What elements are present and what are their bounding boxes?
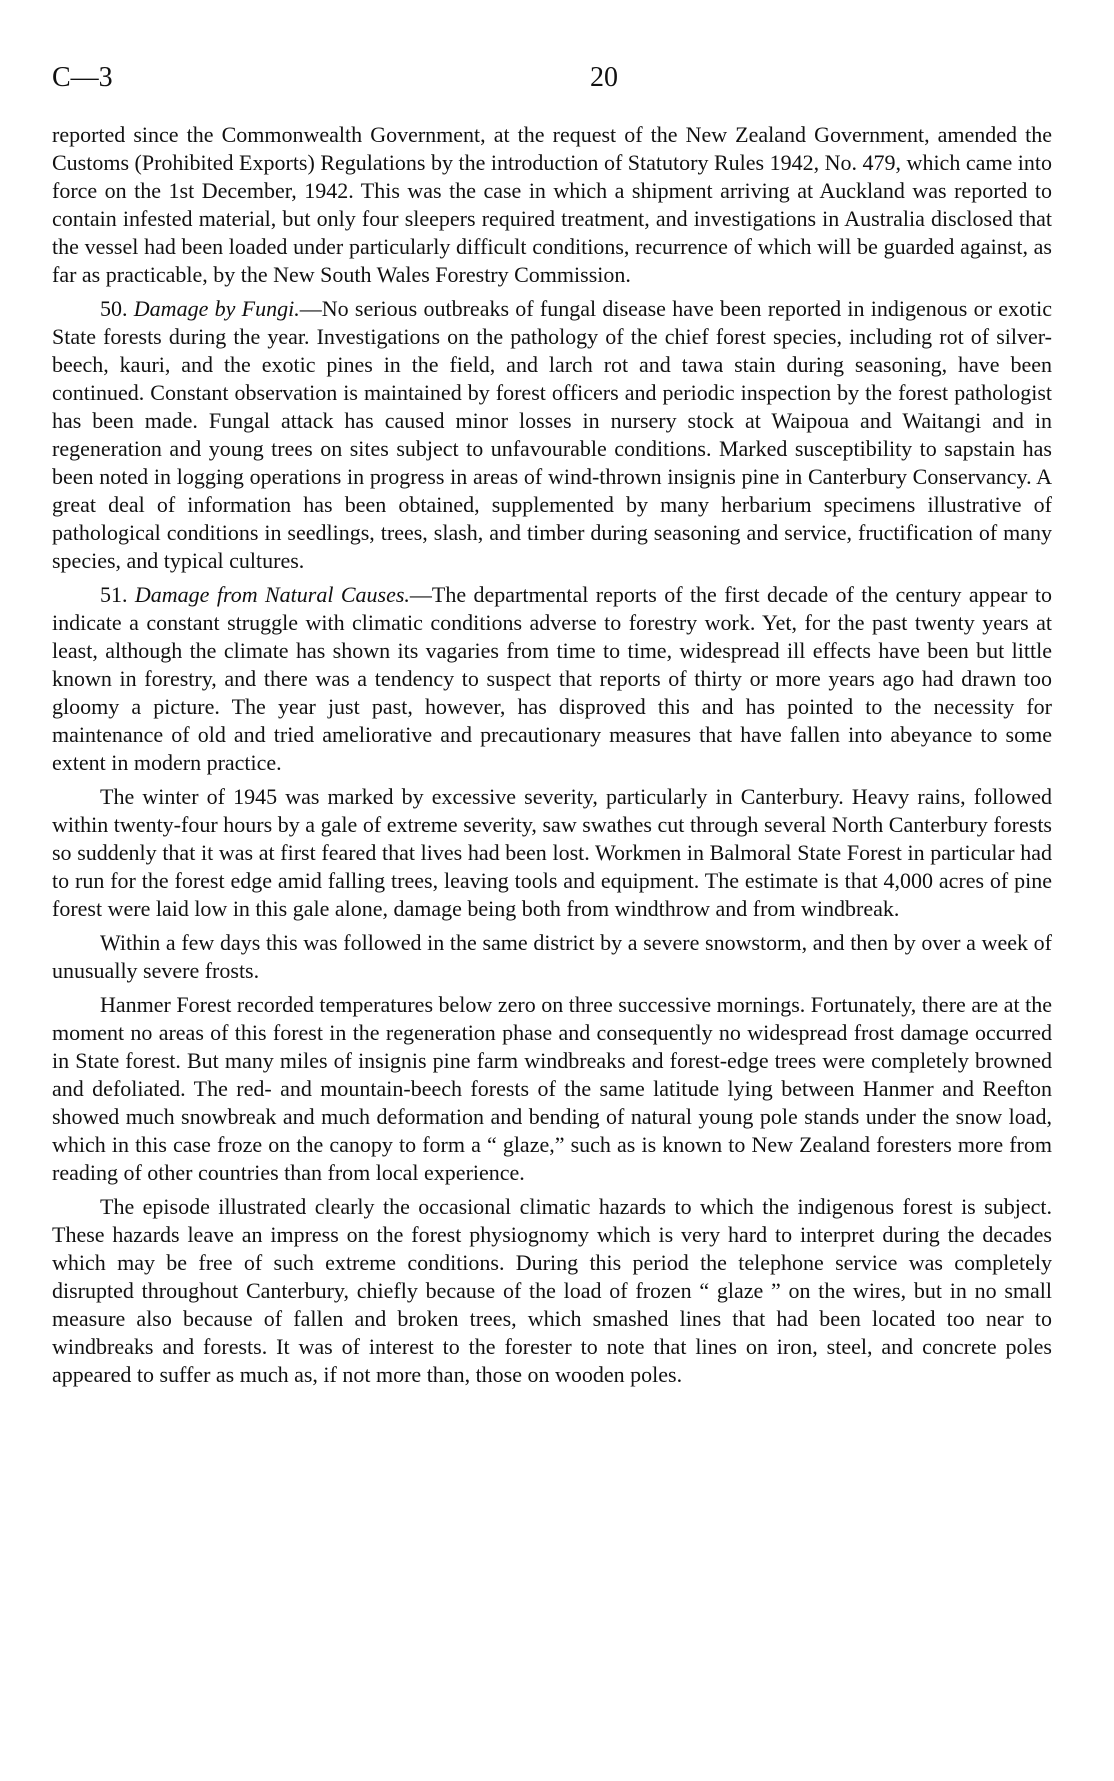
- section-number: 50.: [100, 296, 128, 321]
- paragraph: [52, 783, 1052, 923]
- page-number: 20: [590, 62, 618, 93]
- paragraph-section-50: [52, 295, 1052, 575]
- paragraph: [52, 929, 1052, 985]
- section-number: 51.: [100, 582, 128, 607]
- page-body: [52, 121, 1052, 1389]
- paragraph-text: —The departmental reports of the first decade of the century appear to indicate a constant struggle with climatic conditions adverse to forestry work. Yet, for the past twenty years at least, although the climate has shown its vagaries from time to time, widespread ill effects have been but little known in forestry, and there was a tendency to suspect that reports of thirty or more years ago had drawn too gloomy a picture. The year just past, however, has disproved this and has pointed to the necessity for maintenance of old and tried ameliorative and precautionary measures that have fallen into abeyance to some extent in modern practice.: [52, 582, 1053, 775]
- paragraph-text: Within a few days this was followed in the same district by a severe snowstorm, and then by over a week of unusually severe frosts.: [52, 930, 1052, 983]
- page-header: [52, 62, 1052, 102]
- paragraph-section-51: [52, 581, 1052, 777]
- paragraph: [52, 1193, 1052, 1389]
- paragraph-text: reported since the Commonwealth Government, at the request of the New Zealand Government, amended the Customs (Prohibited Exports) Regulations by the introduction of Statutory Rules 1942, No. 479, which came into force on the 1st December, 1942. This was the case in which a shipment arriving at Auckland was reported to contain infested material, but only four sleepers required treatment, and investigations in Australia disclosed that the vessel had been loaded under particularly difficult conditions, recurrence of which will be guarded against, as far as practicable, by the New South Wales Forestry Commission.: [52, 122, 1052, 287]
- paragraph-continuation: [52, 121, 1052, 289]
- section-heading: Damage from Natural Causes.: [134, 582, 410, 607]
- paragraph-text: Hanmer Forest recorded temperatures below zero on three successive mornings. Fortunately, there are at the moment no areas of this forest in the regeneration phase and consequently no widespread frost damage occurred in State forest. But many miles of insignis pine farm windbreaks and forest-edge trees were completely browned and defoliated. The red- and mountain-beech forests of the same latitude lying between Hanmer and Reefton showed much snowbreak and much deformation and bending of natural young pole stands under the snow load, which in this case froze on the canopy to form a “ glaze,” such as is known to New Zealand foresters more from reading of other countries than from local experience.: [52, 992, 1052, 1185]
- paragraph-text: The episode illustrated clearly the occasional climatic hazards to which the indigenous forest is subject. These hazards leave an impress on the forest physiognomy which is very hard to interpret during the decades which may be free of such extreme conditions. During this period the telephone service was completely disrupted throughout Canterbury, chiefly because of the load of frozen “ glaze ” on the wires, but in no small measure also because of fallen and broken trees, which smashed lines that had been located too near to windbreaks and forests. It was of interest to the forester to note that lines on iron, steel, and concrete poles appeared to suffer as much as, if not more than, those on wooden poles.: [52, 1194, 1052, 1387]
- paragraph-text: —No serious outbreaks of fungal disease have been reported in indigenous or exotic State forests during the year. Investigations on the pathology of the chief forest species, including rot of silver-beech, kauri, and the exotic pines in the field, and larch rot and tawa stain during seasoning, have been continued. Constant observation is maintained by forest officers and periodic inspection by the forest pathologist has been made. Fungal attack has caused minor losses in nursery stock at Waipoua and Waitangi and in regeneration and young trees on sites subject to unfavourable conditions. Marked susceptibility to sapstain has been noted in logging operations in progress in areas of wind-thrown insignis pine in Canterbury Conservancy. A great deal of information has been obtained, supplemented by many herbarium specimens illustrative of pathological conditions in seedlings, trees, slash, and timber during seasoning and service, fructification of many species, and typical cultures.: [52, 296, 1053, 573]
- paragraph: [52, 991, 1052, 1187]
- document-reference: C—3: [52, 62, 113, 93]
- section-heading: Damage by Fungi.: [133, 296, 300, 321]
- paragraph-text: The winter of 1945 was marked by excessive severity, particularly in Canterbury. Heavy rains, followed within twenty-four hours by a gale of extreme severity, saw swathes cut through several North Canterbury forests so suddenly that it was at first feared that lives had been lost. Workmen in Balmoral State Forest in particular had to run for the forest edge amid falling trees, leaving tools and equipment. The estimate is that 4,000 acres of pine forest were laid low in this gale alone, damage being both from windthrow and from windbreak.: [52, 784, 1052, 921]
